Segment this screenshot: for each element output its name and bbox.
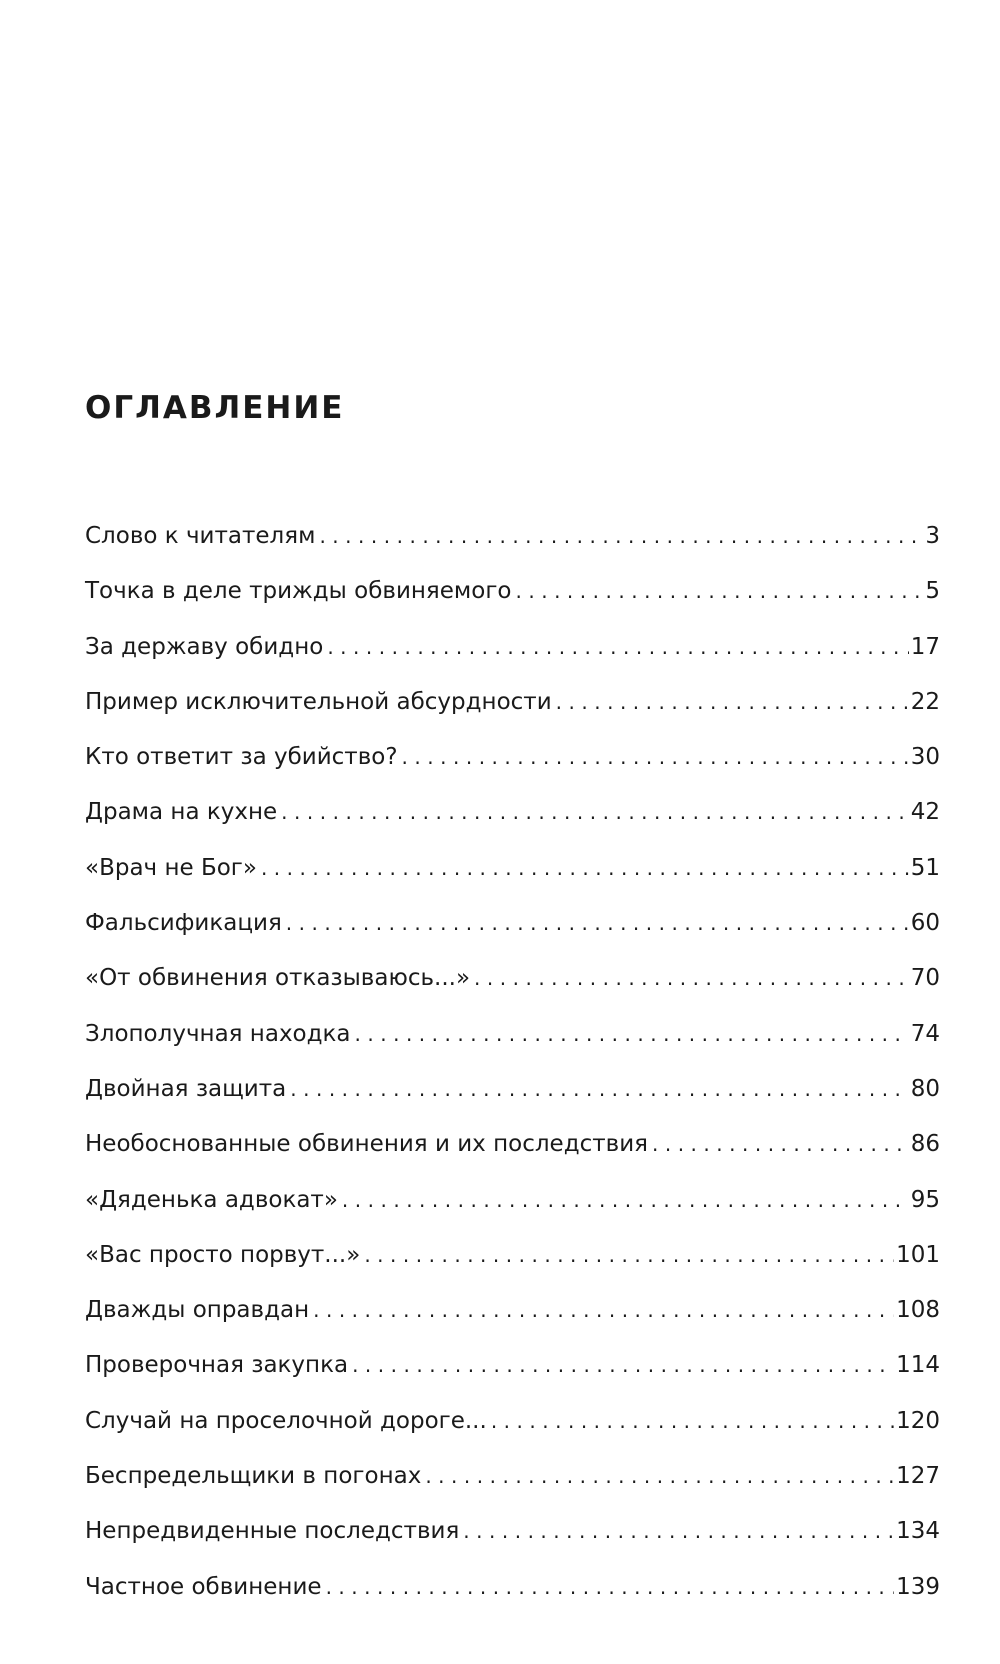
dot-leader: [319, 521, 923, 551]
toc-entry: [85, 963, 940, 1018]
toc-entry-title: Точка в деле трижды обвиняемого: [85, 578, 512, 605]
dot-leader: [261, 853, 909, 883]
toc-entry-title: Проверочная закупка: [85, 1352, 349, 1379]
toc-entry: [85, 1185, 940, 1240]
dot-leader: [652, 1129, 909, 1159]
toc-entry: [85, 576, 940, 631]
toc-entry-page: 139: [896, 1573, 940, 1600]
toc-entry: [85, 1295, 940, 1350]
toc-entry-title: Злополучная находка: [85, 1020, 351, 1047]
toc-entry: [85, 853, 940, 908]
toc-entry-page: 80: [910, 1075, 940, 1102]
toc-entry: [85, 1516, 940, 1571]
toc-entry: [85, 1129, 940, 1184]
toc-entry: [85, 1572, 940, 1627]
toc-entry-title: Слово к читателям: [85, 523, 316, 549]
toc-entry-title: Дважды оправдан: [85, 1297, 310, 1324]
toc-entry-page: 101: [896, 1241, 940, 1268]
toc-entry-title: Кто ответит за убийство?: [85, 744, 398, 771]
dot-leader: [326, 1572, 895, 1602]
toc-entry-page: 70: [910, 965, 940, 992]
toc-entry-title: Необоснованные обвинения и их последствия: [85, 1131, 648, 1158]
toc-entry-title: Драма на кухне: [85, 799, 278, 826]
toc-entry: [85, 1350, 940, 1405]
toc-entry: [85, 1406, 940, 1461]
toc-entry-page: 108: [896, 1297, 940, 1324]
toc-entry-page: 114: [896, 1352, 940, 1379]
toc-entry-page: 120: [896, 1407, 940, 1434]
dot-leader: [364, 1240, 894, 1270]
toc-entry-title: Фальсификация: [85, 910, 282, 937]
toc-entry-page: 95: [910, 1186, 940, 1213]
toc-entry: [85, 632, 940, 687]
dot-leader: [463, 1516, 894, 1546]
toc-entry-page: 51: [910, 854, 940, 881]
dot-leader: [491, 1406, 894, 1436]
toc-entry-page: 5: [925, 578, 940, 605]
dot-leader: [342, 1185, 909, 1215]
dot-leader: [516, 576, 924, 606]
toc-entry-page: 3: [925, 523, 940, 549]
toc-entry-page: 74: [910, 1020, 940, 1047]
toc-entry-title: «Вас просто порвут...»: [85, 1241, 361, 1268]
dot-leader: [286, 908, 909, 938]
toc-entry-page: 134: [896, 1518, 940, 1545]
toc-entry: [85, 742, 940, 797]
toc-entry: [85, 521, 940, 576]
dot-leader: [425, 1461, 894, 1491]
dot-leader: [402, 742, 909, 772]
toc-entry-title: За державу обидно: [85, 633, 324, 660]
toc-entry: [85, 1240, 940, 1295]
toc-entry-title: Непредвиденные последствия: [85, 1518, 460, 1545]
toc-entry-page: 17: [910, 633, 940, 660]
toc-entry-page: 127: [896, 1463, 940, 1490]
toc-entry-page: 60: [910, 910, 940, 937]
toc-entry: [85, 797, 940, 852]
toc-entry: [85, 908, 940, 963]
dot-leader: [327, 632, 908, 662]
toc-entry: [85, 1019, 940, 1074]
toc-entry-title: Двойная защита: [85, 1075, 287, 1102]
dot-leader: [474, 963, 909, 993]
toc-entry-page: 22: [910, 688, 940, 715]
toc-heading: ОГЛАВЛЕНИЕ: [85, 390, 345, 426]
dot-leader: [556, 687, 909, 717]
toc-entry-title: «Дяденька адвокат»: [85, 1186, 338, 1213]
toc-entry-title: Частное обвинение: [85, 1573, 322, 1600]
dot-leader: [352, 1350, 894, 1380]
toc-entry-title: «От обвинения отказываюсь...»: [85, 965, 471, 992]
toc-entry-title: Беспредельщики в погонах: [85, 1463, 422, 1490]
dot-leader: [281, 797, 909, 827]
dot-leader: [313, 1295, 894, 1325]
dot-leader: [355, 1019, 909, 1049]
toc-entry: [85, 1074, 940, 1129]
toc-entry-title: «Врач не Бог»: [85, 854, 257, 881]
toc-entry-page: 42: [910, 799, 940, 826]
toc-entry: [85, 1461, 940, 1516]
toc-entry-title: Случай на проселочной дороге...: [85, 1407, 487, 1434]
toc-entry-title: Пример исключительной абсурдности: [85, 688, 552, 715]
dot-leader: [290, 1074, 908, 1104]
toc-entry-page: 86: [910, 1131, 940, 1158]
toc-entry: [85, 687, 940, 742]
toc-entry-page: 30: [910, 744, 940, 771]
table-of-contents: [85, 521, 940, 1627]
